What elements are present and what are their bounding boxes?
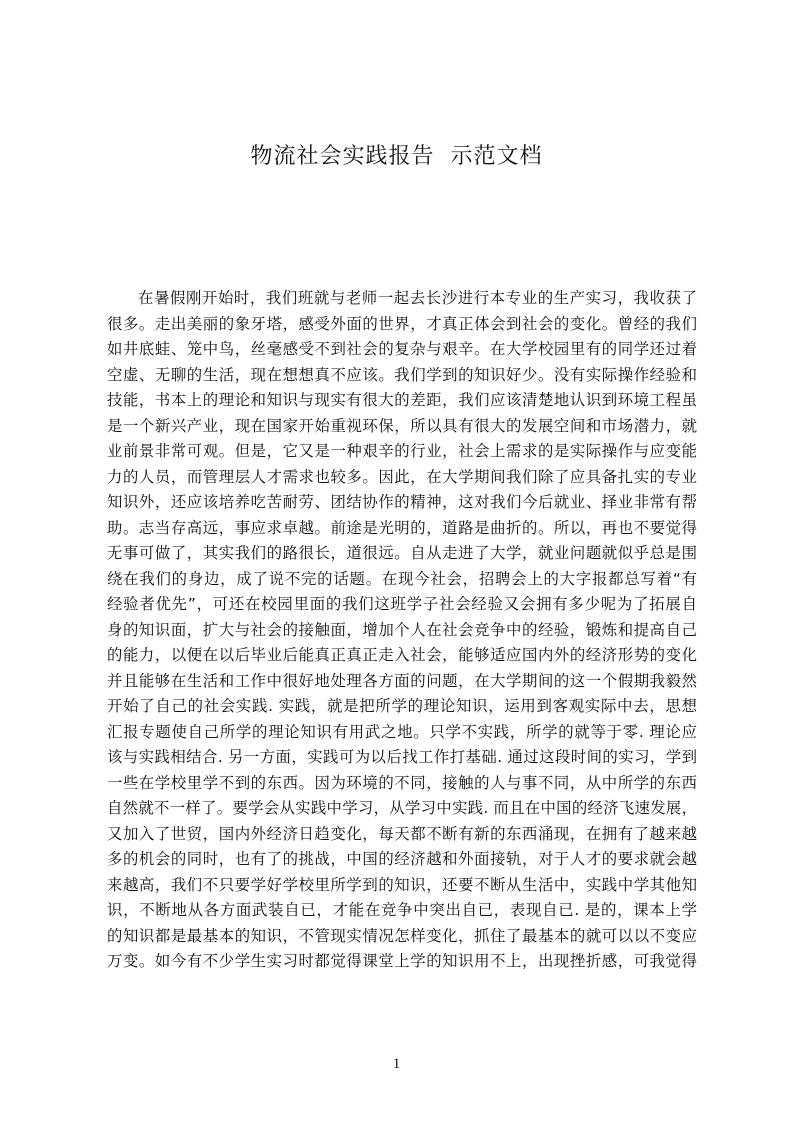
paragraph-line: 并且能够在生活和工作中很好地处理各方面的问题，在大学期间的这一个假期我毅然	[107, 671, 697, 690]
paragraph-line: 的知识都是最基本的知识，不管现实情况怎样变化，抓住了最基本的就可以以不变应	[107, 926, 697, 945]
paragraph-line: 无事可做了，其实我们的路很长，道很远。自从走进了大学，就业问题就似乎总是围	[107, 544, 697, 562]
paragraph-line: 空虚、无聊的生活，现在想想真不应该。我们学到的知识好少。没有实际操作经验和	[107, 365, 697, 384]
paragraph-line: 知识外，还应该培养吃苦耐劳、团结协作的精神，这对我们今后就业、择业非常有帮	[107, 493, 697, 511]
paragraph-line: 技能，书本上的理论和知识与现实有很大的差距，我们应该清楚地认识到环境工程虽	[107, 391, 697, 409]
paragraph-line: 的能力，以便在以后毕业后能真正真正走入社会，能够适应国内外的经济形势的变化	[107, 646, 697, 664]
paragraph-line: 来越高，我们不只要学好学校里所学到的知识，还要不断从生活中，实践中学其他知	[107, 875, 697, 894]
paragraph-line: 在暑假刚开始时，我们班就与老师一起去长沙进行本专业的生产实习，我收获了	[138, 289, 697, 307]
paragraph-line: 该与实践相结合. 另一方面，实践可为以后找工作打基础. 通过这段时间的实习，学到	[107, 748, 697, 766]
paragraph-line: 力的人员，而管理层人才需求也较多。因此，在大学期间我们除了应具备扎实的专业	[107, 467, 697, 486]
body-paragraph	[107, 286, 697, 975]
paragraph-line: 是一个新兴产业，现在国家开始重视环保，所以具有很大的发展空间和市场潜力，就	[107, 416, 697, 435]
paragraph-line: 业前景非常可观。但是，它又是一种艰辛的行业，社会上需求的是实际操作与应变能	[107, 442, 697, 460]
paragraph-line: 身的知识面，扩大与社会的接触面，增加个人在社会竞争中的经验，锻炼和提高自己	[107, 620, 697, 639]
paragraph-line: 助。志当存高远，事应求卓越。前途是光明的，道路是曲折的。所以，再也不要觉得	[107, 518, 697, 537]
document-title: 物流社会实践报告 示范文档	[250, 144, 543, 169]
paragraph-line: 万变。如今有不少学生实习时都觉得课堂上学的知识用不上，出现挫折感，可我觉得	[107, 952, 697, 970]
paragraph-line: 汇报专题使自己所学的理论知识有用武之地。只学不实践，所学的就等于零. 理论应	[107, 722, 697, 741]
paragraph-line: 又加入了世贸，国内外经济日趋变化，每天都不断有新的东西涌现，在拥有了越来越	[107, 824, 697, 843]
paragraph-line: 经验者优先”，可还在校园里面的我们这班学子社会经验又会拥有多少呢为了拓展自	[107, 595, 697, 613]
paragraph-line: 很多。走出美丽的象牙塔，感受外面的世界，才真正体会到社会的变化。曾经的我们	[107, 314, 697, 333]
paragraph-line: 一些在学校里学不到的东西。因为环境的不同，接触的人与事不同，从中所学的东西	[107, 773, 697, 792]
paragraph-line: 识，不断地从各方面武装自已，才能在竞争中突出自已，表现自已. 是的，课本上学	[107, 901, 697, 919]
paragraph-line: 开始了自己的社会实践. 实践，就是把所学的理论知识，运用到客观实际中去，思想	[107, 697, 697, 715]
paragraph-line: 自然就不一样了。要学会从实践中学习，从学习中实践. 而且在中国的经济飞速发展，	[107, 799, 697, 817]
page-number: 1	[392, 1056, 401, 1072]
paragraph-line: 绕在我们的身边，成了说不完的话题。在现今社会，招聘会上的大字报都总写着“有	[107, 569, 697, 588]
paragraph-line: 如井底蛙、笼中鸟，丝毫感受不到社会的复杂与艰辛。在大学校园里有的同学还过着	[107, 340, 697, 358]
paragraph-line: 多的机会的同时，也有了的挑战，中国的经济越和外面接轨，对于人才的要求就会越	[107, 850, 697, 868]
